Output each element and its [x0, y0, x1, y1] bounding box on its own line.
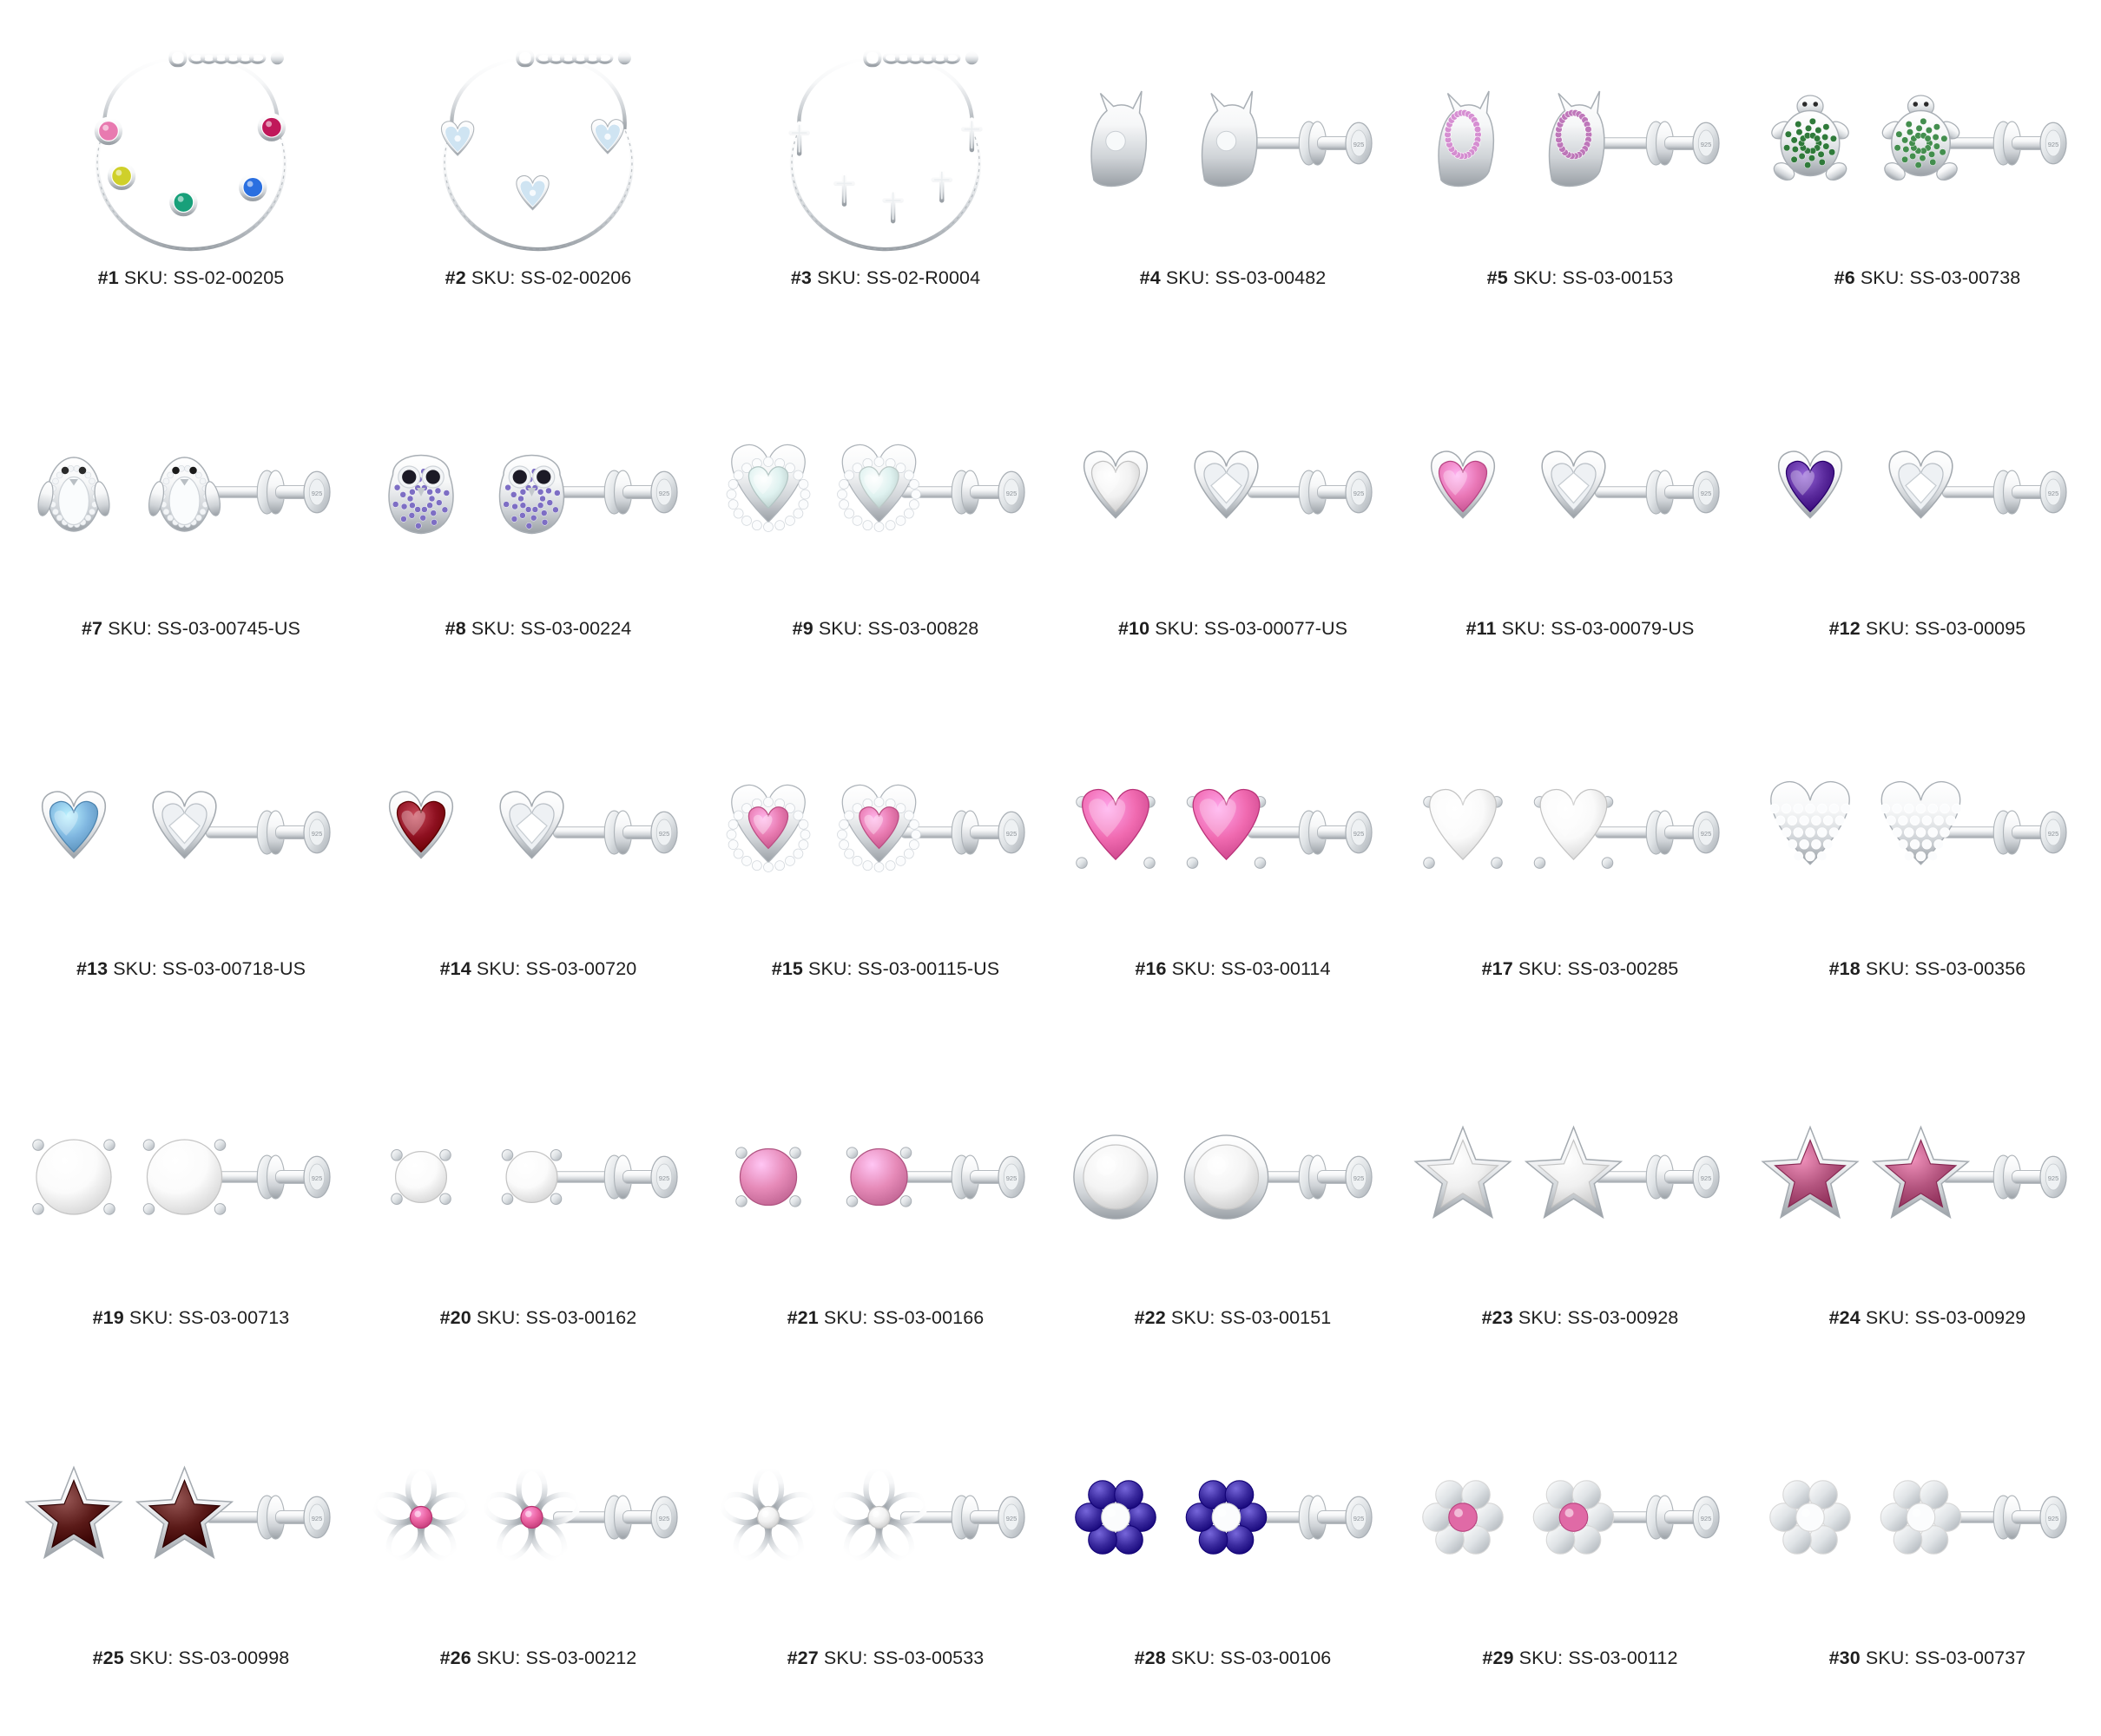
product-caption: [1482, 958, 1679, 980]
sku-value: SS-03-00106: [1220, 1647, 1332, 1668]
sku-label: SKU:: [808, 958, 853, 979]
sku-value: SS-03-00077-US: [1203, 618, 1348, 639]
svg-text:925: 925: [658, 489, 670, 497]
product-image[interactable]: [712, 707, 1059, 958]
svg-text:925: 925: [1005, 1174, 1018, 1182]
product-image[interactable]: [1406, 1047, 1754, 1307]
product-index: #7: [81, 618, 103, 639]
product-cell[interactable]: [365, 26, 712, 366]
product-cell[interactable]: [712, 26, 1059, 366]
sku-label: SKU:: [1860, 267, 1905, 288]
sku-value: SS-03-00928: [1567, 1307, 1679, 1328]
product-image[interactable]: [712, 366, 1059, 618]
product-index: #14: [439, 958, 471, 979]
svg-text:925: 925: [2047, 1514, 2059, 1522]
product-index: #23: [1481, 1307, 1513, 1328]
svg-text:925: 925: [1700, 489, 1712, 497]
product-cell[interactable]: [1754, 26, 2101, 366]
sku-value: SS-03-00112: [1568, 1647, 1678, 1668]
product-image[interactable]: [17, 1047, 365, 1307]
product-cell[interactable]: [1754, 366, 2101, 707]
svg-text:925: 925: [1005, 489, 1018, 497]
sku-value: SS-03-00166: [873, 1307, 985, 1328]
sku-label: SKU:: [123, 267, 168, 288]
sku-label: SKU:: [1518, 1647, 1564, 1668]
product-cell[interactable]: [1059, 1387, 1406, 1727]
svg-text:925: 925: [2047, 1174, 2059, 1182]
product-image[interactable]: [1406, 26, 1754, 260]
product-image[interactable]: [712, 26, 1059, 260]
product-index: #17: [1481, 958, 1513, 979]
product-index: #9: [792, 618, 813, 639]
sku-label: SKU:: [1865, 958, 1910, 979]
product-image[interactable]: [1059, 1047, 1406, 1307]
product-caption: [787, 1307, 985, 1329]
sku-label: SKU:: [128, 1647, 174, 1668]
product-image[interactable]: [17, 707, 365, 958]
sku-label: SKU:: [818, 618, 863, 639]
sku-value: SS-03-00224: [520, 618, 632, 639]
product-caption: [1482, 1647, 1677, 1669]
sku-value: SS-03-00720: [525, 958, 637, 979]
sku-value: SS-03-00115-US: [857, 958, 1000, 979]
product-image[interactable]: [1754, 366, 2101, 618]
product-caption: [440, 1307, 637, 1329]
product-index: #8: [445, 618, 466, 639]
sku-value: SS-03-00095: [1914, 618, 2026, 639]
product-image[interactable]: [712, 1047, 1059, 1307]
product-cell[interactable]: [17, 1387, 365, 1727]
product-cell[interactable]: [712, 1387, 1059, 1727]
sku-value: SS-03-00745-US: [156, 618, 300, 639]
product-index: #27: [787, 1647, 819, 1668]
product-cell[interactable]: [1059, 1047, 1406, 1387]
product-caption: [1466, 618, 1695, 640]
product-cell[interactable]: [1754, 1387, 2101, 1727]
sku-label: SKU:: [113, 958, 157, 979]
sku-label: SKU:: [817, 267, 861, 288]
svg-text:925: 925: [311, 1514, 323, 1522]
product-caption: [791, 267, 980, 289]
product-cell[interactable]: [365, 707, 712, 1047]
product-index: #19: [92, 1307, 124, 1328]
product-cell[interactable]: [365, 366, 712, 707]
svg-text:925: 925: [1700, 140, 1712, 148]
sku-label: SKU:: [1170, 1307, 1215, 1328]
sku-label: SKU:: [823, 1647, 868, 1668]
product-cell[interactable]: [1059, 26, 1406, 366]
product-image[interactable]: [1059, 1387, 1406, 1647]
product-index: #22: [1134, 1307, 1166, 1328]
product-cell[interactable]: [712, 1047, 1059, 1387]
svg-text:925: 925: [658, 829, 670, 838]
product-caption: [445, 267, 632, 289]
product-cell[interactable]: [17, 26, 365, 366]
product-index: #10: [1117, 618, 1150, 639]
product-image[interactable]: [1059, 26, 1406, 260]
svg-text:925: 925: [1700, 1174, 1712, 1182]
product-index: #11: [1465, 618, 1497, 639]
product-caption: [445, 618, 632, 640]
product-index: #13: [76, 958, 109, 979]
product-image[interactable]: [1754, 707, 2101, 958]
product-image[interactable]: [1059, 707, 1406, 958]
product-index: #24: [1828, 1307, 1861, 1328]
sku-value: SS-03-00079-US: [1551, 618, 1695, 639]
product-index: #3: [790, 267, 812, 288]
sku-label: SKU:: [1170, 1647, 1215, 1668]
product-caption: [1118, 618, 1347, 640]
svg-text:925: 925: [1353, 489, 1365, 497]
sku-label: SKU:: [1512, 267, 1558, 288]
sku-label: SKU:: [471, 618, 516, 639]
product-cell[interactable]: [365, 1047, 712, 1387]
product-image[interactable]: [365, 1387, 712, 1647]
sku-label: SKU:: [1155, 618, 1199, 639]
product-cell[interactable]: [17, 707, 365, 1047]
product-image[interactable]: [1406, 1387, 1754, 1647]
product-cell[interactable]: [712, 366, 1059, 707]
sku-value: SS-03-00713: [178, 1307, 290, 1328]
product-caption: [76, 958, 306, 980]
product-image[interactable]: [365, 26, 712, 260]
product-cell[interactable]: [1059, 707, 1406, 1047]
product-caption: [1140, 267, 1327, 289]
product-caption: [1482, 1307, 1679, 1329]
sku-value: SS-03-00998: [178, 1647, 290, 1668]
sku-value: SS-03-00718-US: [161, 958, 306, 979]
product-cell[interactable]: [1406, 26, 1754, 366]
product-caption: [98, 267, 285, 289]
product-cell[interactable]: [1406, 366, 1754, 707]
product-image[interactable]: [1406, 707, 1754, 958]
product-index: #20: [439, 1307, 471, 1328]
sku-value: SS-03-00114: [1221, 958, 1331, 979]
product-cell[interactable]: [17, 1047, 365, 1387]
sku-value: SS-03-00482: [1215, 267, 1327, 288]
svg-text:925: 925: [1353, 829, 1365, 838]
sku-value: SS-03-00929: [1914, 1307, 2026, 1328]
sku-label: SKU:: [1865, 618, 1910, 639]
product-index: #29: [1482, 1647, 1514, 1668]
product-caption: [93, 1307, 290, 1329]
product-caption: [793, 618, 979, 640]
svg-text:925: 925: [2047, 829, 2059, 838]
product-caption: [1135, 958, 1330, 980]
product-image[interactable]: [17, 1387, 365, 1647]
product-image[interactable]: [1754, 1387, 2101, 1647]
svg-text:925: 925: [1005, 829, 1018, 838]
product-index: #6: [1834, 267, 1855, 288]
product-image[interactable]: [1406, 366, 1754, 618]
sku-value: SS-03-00737: [1914, 1647, 2026, 1668]
sku-value: SS-03-00533: [873, 1647, 985, 1668]
sku-label: SKU:: [471, 267, 516, 288]
product-caption: [1135, 1307, 1332, 1329]
sku-label: SKU:: [476, 1307, 521, 1328]
sku-value: SS-03-00356: [1914, 958, 2026, 979]
sku-label: SKU:: [1518, 958, 1563, 979]
svg-text:925: 925: [311, 1174, 323, 1182]
sku-value: SS-03-00151: [1220, 1307, 1332, 1328]
sku-value: SS-03-00162: [525, 1307, 637, 1328]
product-index: #5: [1486, 267, 1508, 288]
product-image[interactable]: [1059, 366, 1406, 618]
product-index: #28: [1134, 1647, 1166, 1668]
product-index: #25: [92, 1647, 124, 1668]
product-caption: [1487, 267, 1674, 289]
product-caption: [82, 618, 300, 640]
product-cell[interactable]: [712, 707, 1059, 1047]
product-caption: [440, 958, 637, 980]
sku-value: SS-03-00738: [1909, 267, 2021, 288]
product-image[interactable]: [712, 1387, 1059, 1647]
product-index: #15: [771, 958, 803, 979]
sku-label: SKU:: [128, 1307, 174, 1328]
product-index: #1: [97, 267, 119, 288]
sku-label: SKU:: [108, 618, 152, 639]
sku-value: SS-03-00153: [1562, 267, 1674, 288]
sku-value: SS-02-R0004: [866, 267, 981, 288]
product-image[interactable]: [1754, 1047, 2101, 1307]
product-caption: [1829, 1307, 2026, 1329]
svg-text:925: 925: [658, 1174, 670, 1182]
product-index: #21: [787, 1307, 819, 1328]
product-index: #18: [1828, 958, 1861, 979]
sku-label: SKU:: [1518, 1307, 1563, 1328]
product-index: #2: [445, 267, 466, 288]
product-caption: [1829, 958, 2026, 980]
sku-label: SKU:: [476, 1647, 521, 1668]
product-index: #16: [1135, 958, 1167, 979]
product-cell[interactable]: [17, 366, 365, 707]
svg-text:925: 925: [1353, 1174, 1365, 1182]
product-image[interactable]: [365, 366, 712, 618]
product-caption: [787, 1647, 985, 1669]
sku-label: SKU:: [1865, 1647, 1910, 1668]
product-cell[interactable]: [1754, 707, 2101, 1047]
product-index: #26: [439, 1647, 471, 1668]
svg-text:925: 925: [1700, 829, 1712, 838]
product-cell[interactable]: [1059, 366, 1406, 707]
product-cell[interactable]: [1406, 707, 1754, 1047]
sku-value: SS-03-00212: [525, 1647, 637, 1668]
product-cell[interactable]: [365, 1387, 712, 1727]
product-caption: [1829, 1647, 2026, 1669]
product-image[interactable]: [365, 1047, 712, 1307]
product-index: #12: [1828, 618, 1861, 639]
product-caption: [1135, 1647, 1332, 1669]
svg-text:925: 925: [311, 829, 323, 838]
sku-value: SS-02-00206: [520, 267, 632, 288]
product-caption: [772, 958, 999, 980]
product-index: #4: [1139, 267, 1161, 288]
sku-label: SKU:: [1865, 1307, 1910, 1328]
product-image[interactable]: [17, 26, 365, 260]
product-cell[interactable]: [1754, 1047, 2101, 1387]
svg-text:925: 925: [1353, 140, 1365, 148]
sku-value: SS-03-00285: [1567, 958, 1679, 979]
svg-text:925: 925: [658, 1514, 670, 1522]
product-image[interactable]: [365, 707, 712, 958]
svg-text:925: 925: [2047, 489, 2059, 497]
sku-value: SS-03-00828: [867, 618, 979, 639]
sku-label: SKU:: [1165, 267, 1210, 288]
svg-text:925: 925: [311, 489, 323, 497]
product-caption: [1834, 267, 2021, 289]
sku-label: SKU:: [1501, 618, 1546, 639]
product-image[interactable]: [17, 366, 365, 618]
sku-label: SKU:: [1171, 958, 1216, 979]
product-index: #30: [1828, 1647, 1861, 1668]
svg-text:925: 925: [1005, 1514, 1018, 1522]
sku-label: SKU:: [476, 958, 521, 979]
product-caption: [440, 1647, 637, 1669]
product-cell[interactable]: [1406, 1047, 1754, 1387]
product-image[interactable]: [1754, 26, 2101, 260]
sku-value: SS-02-00205: [173, 267, 285, 288]
svg-text:925: 925: [1700, 1514, 1712, 1522]
product-caption: [93, 1647, 290, 1669]
svg-text:925: 925: [1353, 1514, 1365, 1522]
sku-label: SKU:: [823, 1307, 868, 1328]
product-cell[interactable]: [1406, 1387, 1754, 1727]
svg-text:925: 925: [2047, 140, 2059, 148]
product-caption: [1829, 618, 2026, 640]
